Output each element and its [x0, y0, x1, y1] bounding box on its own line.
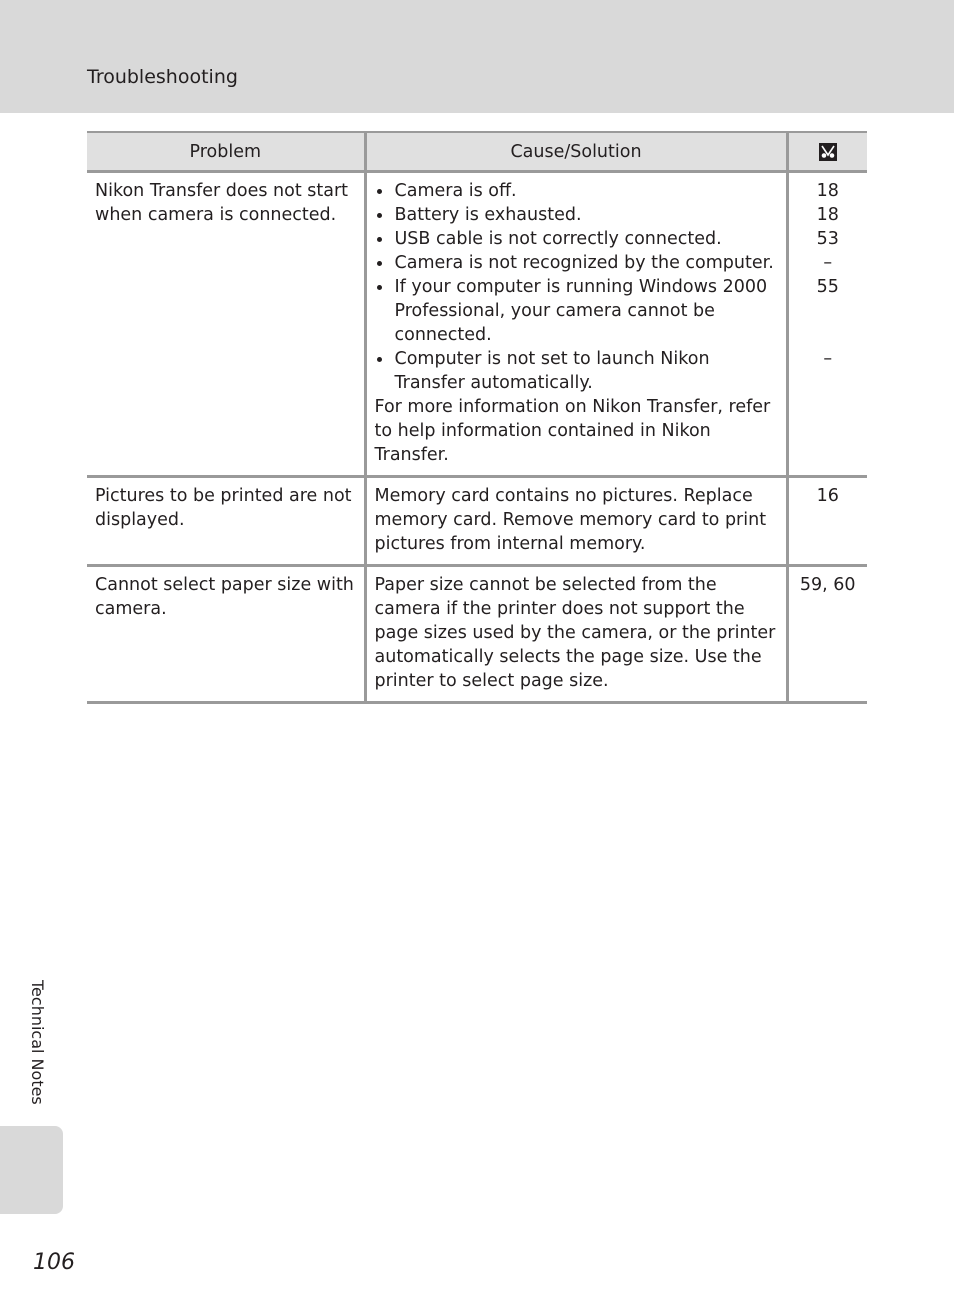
- page-reference: –: [823, 349, 833, 369]
- header-band: [0, 0, 954, 113]
- reference-spacer: [793, 299, 864, 347]
- list-item: Battery is exhausted.: [375, 203, 778, 227]
- troubleshooting-table: [87, 131, 867, 704]
- header-reference: [787, 132, 867, 172]
- table-header-row: [87, 132, 867, 172]
- solution-cell: Memory card contains no pictures. Replace memory card. Remove memory card to print pictures from internal memory.: [365, 477, 787, 566]
- page-reference: 55: [816, 277, 839, 297]
- list-item: USB cable is not correctly connected.: [375, 227, 778, 251]
- table-row: [87, 477, 867, 566]
- problem-cell: Cannot select paper size with camera.: [87, 566, 365, 703]
- solution-note: For more information on Nikon Transfer, refer to help information contained in Nikon Transfer.: [374, 397, 771, 465]
- list-item: Camera is off.: [375, 179, 778, 203]
- reference-cell: 59, 60: [787, 566, 867, 703]
- problem-cell: Nikon Transfer does not start when camera is connected.: [87, 172, 365, 477]
- cause-list: [375, 179, 778, 395]
- table-row: [87, 172, 867, 477]
- solution-cell: [365, 172, 787, 477]
- header-problem: Problem: [87, 132, 365, 172]
- side-tab: [0, 1126, 63, 1214]
- reference-cell: [787, 172, 867, 477]
- reference-cell: 16: [787, 477, 867, 566]
- problem-cell: Pictures to be printed are not displayed.: [87, 477, 365, 566]
- list-item: If your computer is running Windows 2000 Professional, your camera cannot be connected.: [375, 275, 778, 347]
- page-reference: 53: [816, 229, 839, 249]
- header-cause-solution: Cause/Solution: [365, 132, 787, 172]
- page-reference: –: [823, 253, 833, 273]
- page-reference: 18: [816, 205, 839, 225]
- list-item: Camera is not recognized by the computer.: [375, 251, 778, 275]
- page-number: 106: [33, 1250, 75, 1275]
- table-row: [87, 566, 867, 703]
- page-reference: 18: [816, 181, 839, 201]
- section-title: Troubleshooting: [87, 66, 238, 88]
- book-reference-icon: [817, 142, 839, 162]
- solution-cell: Paper size cannot be selected from the camera if the printer does not support the page sizes used by the camera, or the printer automatically selects the page size. Use the printer to select page size.: [365, 566, 787, 703]
- side-tab-label: Technical Notes: [28, 980, 47, 1105]
- list-item: Computer is not set to launch Nikon Transfer automatically.: [375, 347, 778, 395]
